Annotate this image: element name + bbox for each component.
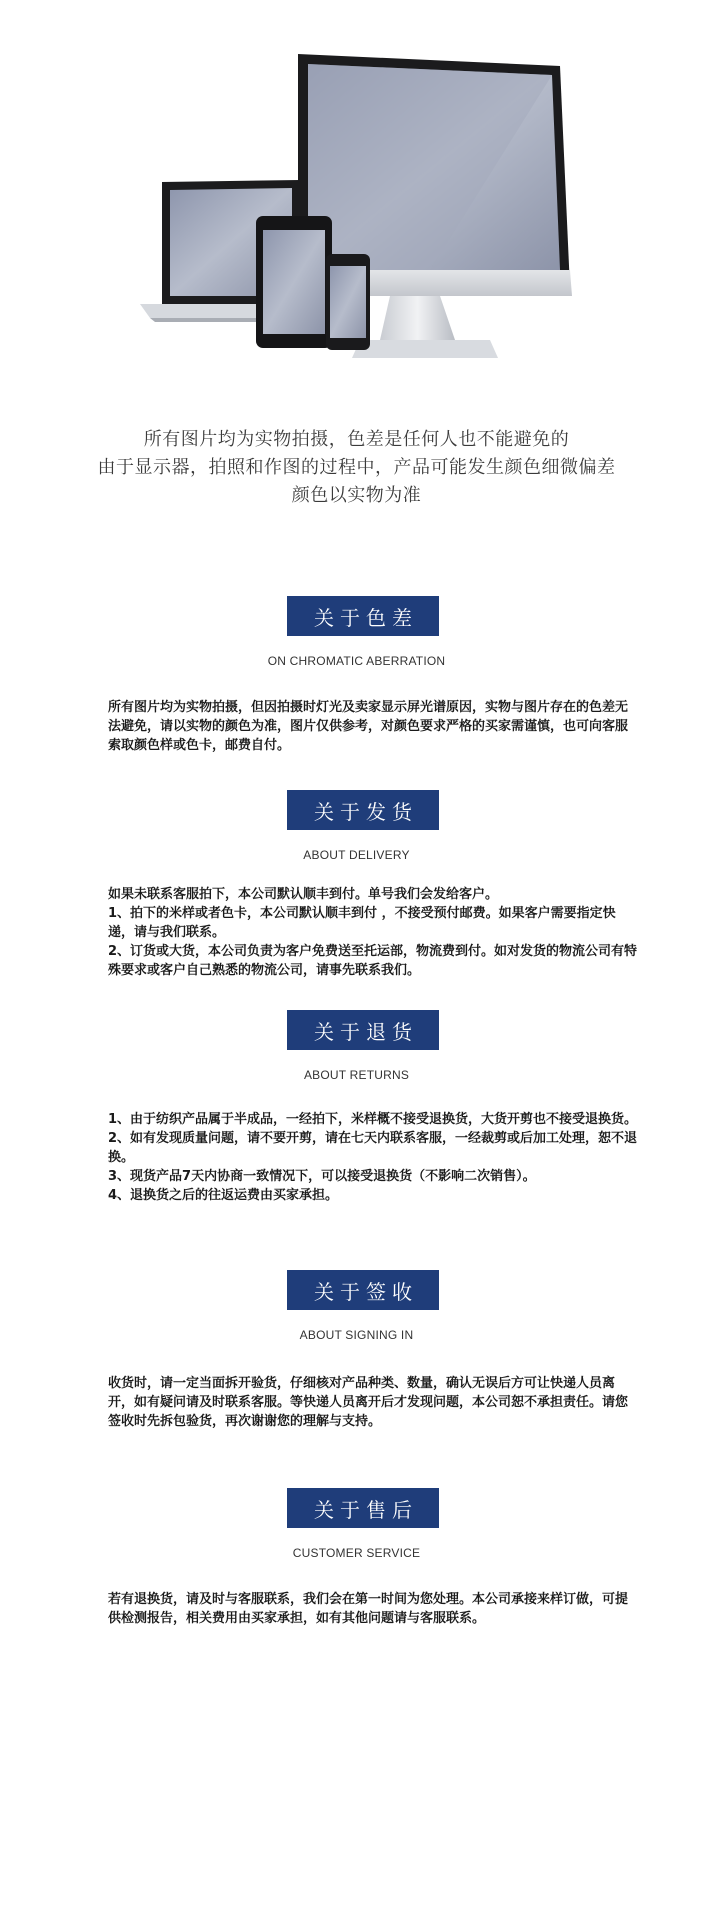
section-paragraph: 如果未联系客服拍下，本公司默认顺丰到付。单号我们会发给客户。 [108, 887, 499, 902]
section-paragraph: 1、拍下的米样或者色卡，本公司默认顺丰到付 ，不接受预付邮费。如果客户需要指定快递，请与我们联系。 [108, 906, 616, 940]
section-title-badge: 关于退货 [287, 1010, 439, 1050]
section-body [108, 1374, 638, 1431]
section-title-badge: 关于售后 [287, 1488, 439, 1528]
hero-devices-illustration [0, 0, 713, 380]
intro-line-3: 颜色以实物为准 [291, 485, 422, 506]
section-paragraph: 1、由于纺织产品属于半成品，一经拍下，米样概不接受退换货，大货开剪也不接受退换货。 [108, 1112, 638, 1127]
section-paragraph: 3、现货产品7天内协商一致情况下，可以接受退换货（不影响二次销售）。 [108, 1169, 536, 1184]
section-title-badge: 关于色差 [287, 596, 439, 636]
section-paragraph: 2、订货或大货，本公司负责为客户免费送至托运部，物流费到付。如对发货的物流公司有特殊要求或客户自己熟悉的物流公司，请事先联系我们。 [108, 944, 638, 978]
devices-image [0, 0, 713, 380]
section-body [108, 1110, 638, 1205]
intro-line-1: 所有图片均为实物拍摄，色差是任何人也不能避免的 [143, 429, 570, 450]
section-paragraph: 4、退换货之后的往返运费由买家承担。 [108, 1188, 339, 1203]
section-title-badge: 关于发货 [287, 790, 439, 830]
section-body [108, 1590, 638, 1628]
section-subtitle: ABOUT SIGNING IN [299, 1328, 414, 1342]
intro-disclaimer [0, 426, 713, 510]
section-paragraph: 所有图片均为实物拍摄，但因拍摄时灯光及卖家显示屏光谱原因，实物与图片存在的色差无法避免，请以实物的颜色为准，图片仅供参考，对颜色要求严格的买家需谨慎，也可向客服索取颜色样或色卡，邮费自付。 [108, 700, 629, 753]
section-subtitle: CUSTOMER SERVICE [292, 1546, 421, 1560]
tablet [256, 216, 332, 348]
section-title-badge: 关于签收 [287, 1270, 439, 1310]
section-body [108, 698, 638, 755]
phone [326, 254, 370, 350]
intro-line-2: 由于显示器，拍照和作图的过程中，产品可能发生颜色细微偏差 [97, 457, 616, 478]
section-subtitle: ABOUT DELIVERY [303, 848, 410, 862]
section-paragraph: 收货时，请一定当面拆开验货，仔细核对产品种类、数量，确认无误后方可让快递人员离开，如有疑问请及时联系客服。等快递人员离开后才发现问题，本公司恕不承担责任。请您签收时先拆包验货，再次谢谢您的理解与支持。 [108, 1376, 629, 1429]
section-body [108, 885, 638, 980]
section-paragraph: 若有退换货，请及时与客服联系，我们会在第一时间为您处理。本公司承接来样订做，可提供检测报告，相关费用由买家承担，如有其他问题请与客服联系。 [108, 1592, 629, 1626]
section-subtitle: ON CHROMATIC ABERRATION [267, 654, 446, 668]
section-subtitle: ABOUT RETURNS [303, 1068, 410, 1082]
section-paragraph: 2、如有发现质量问题，请不要开剪，请在七天内联系客服，一经裁剪或后加工处理，恕不退换。 [108, 1131, 638, 1165]
